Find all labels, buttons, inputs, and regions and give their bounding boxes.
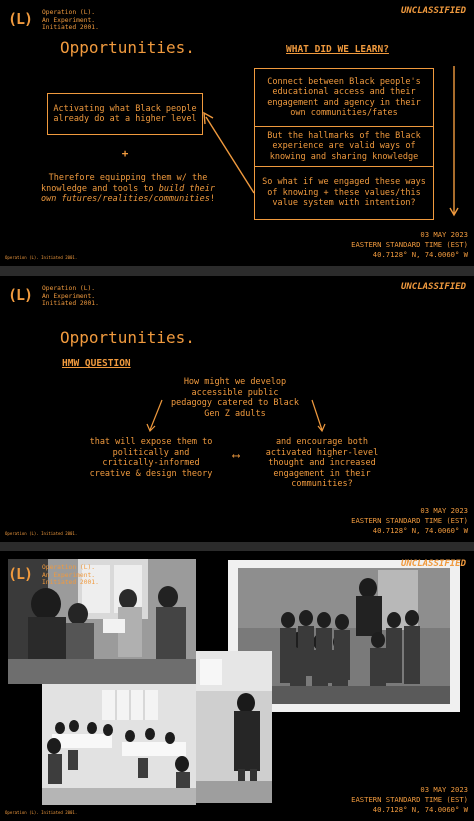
classroom-photo-2 (42, 684, 196, 805)
learn-box-2: But the hallmarks of the Black experience are valid ways of knowing and sharing knowledge (254, 126, 434, 167)
arrow-up-left (206, 117, 254, 193)
arrow-down-left (150, 400, 162, 430)
logo: (L) (8, 10, 33, 28)
brand-line: Initiated 2001. (42, 579, 99, 586)
teacher-photo-image (196, 651, 272, 803)
slide-photo-collage (0, 551, 474, 821)
slide-what-did-we-learn (0, 0, 474, 266)
hmw-question-text: How might we develop accessible public pedagogy catered to Black Gen Z adults (171, 377, 299, 419)
brand-line: Initiated 2001. (42, 300, 99, 307)
left-box: Activating what Black people already do at a higher level (47, 93, 203, 135)
learn-box-1: Connect between Black people's educational access and their engagement and agency in their own communities/fates (254, 68, 434, 126)
footer-timezone: EASTERN STANDARD TIME (EST) (351, 795, 468, 804)
therefore-end: ! (209, 194, 215, 204)
brand-line: Initiated 2001. (42, 24, 99, 31)
brand-line: Operation (L). (42, 564, 96, 571)
footer-coords: 40.7128° N, 74.0060° W (372, 250, 468, 259)
slide-title: Opportunities. (60, 328, 195, 347)
footer-date: 03 MAY 2023 (420, 506, 468, 515)
classification-label: UNCLASSIFIED (400, 559, 466, 569)
section-heading: HMW QUESTION (62, 358, 131, 369)
footer-info (351, 230, 468, 260)
footer-timezone: EASTERN STANDARD TIME (EST) (351, 240, 468, 249)
footer-info (351, 506, 468, 536)
brand-line: An Experiment. (42, 571, 96, 579)
slide-title: Opportunities. (60, 38, 195, 57)
section-heading: WHAT DID WE LEARN? (286, 44, 389, 55)
classification-label: UNCLASSIFIED (400, 282, 466, 292)
logo: (L) (8, 286, 33, 304)
arrow-down-right (312, 400, 322, 430)
footer-timezone: EASTERN STANDARD TIME (EST) (351, 516, 468, 525)
brand-line: Operation (L). (42, 285, 96, 292)
classroom-photo-2-image (42, 684, 196, 805)
hmw-left-text: that will expose them to politically and critically-informed creative & design theory (89, 437, 213, 479)
footer-info (351, 785, 468, 815)
logo: (L) (8, 565, 33, 583)
brand-line: Operation (L). (42, 9, 96, 16)
footer-date: 03 MAY 2023 (420, 230, 468, 239)
footer-date: 03 MAY 2023 (420, 785, 468, 794)
learn-box-3: So what if we engaged these ways of knowing + these values/this value system with intention? (254, 167, 434, 220)
plus-sign: + (121, 147, 129, 160)
footer-coords: 40.7128° N, 74.0060° W (372, 526, 468, 535)
slide-hmw-question (0, 276, 474, 542)
brand-text (42, 564, 99, 587)
brand-line: An Experiment. (42, 16, 96, 24)
hmw-right-text: and encourage both activated higher-level thought and increased engagement in their communities? (265, 437, 379, 489)
footer-credit: Operation (L). Initiated 2001. (5, 531, 78, 536)
classroom-photo-1 (8, 559, 196, 684)
brand-line: An Experiment. (42, 292, 96, 300)
slide2-arrows (0, 276, 474, 542)
teacher-photo (196, 651, 272, 803)
footer-credit: Operation (L). Initiated 2001. (5, 810, 78, 815)
therefore-italic: build their own futures/realities/communities (40, 183, 215, 204)
double-arrow-icon: ⟷ (232, 449, 240, 462)
therefore-line: Therefore equipping them w/ the knowledge and tools to (40, 173, 208, 194)
arrowhead (204, 113, 213, 124)
classroom-photo-1-image (8, 559, 196, 684)
classification-label: UNCLASSIFIED (400, 6, 466, 16)
footer-coords: 40.7128° N, 74.0060° W (372, 805, 468, 814)
slide1-arrows (0, 0, 474, 266)
footer-credit: Operation (L). Initiated 2001. (5, 255, 78, 260)
